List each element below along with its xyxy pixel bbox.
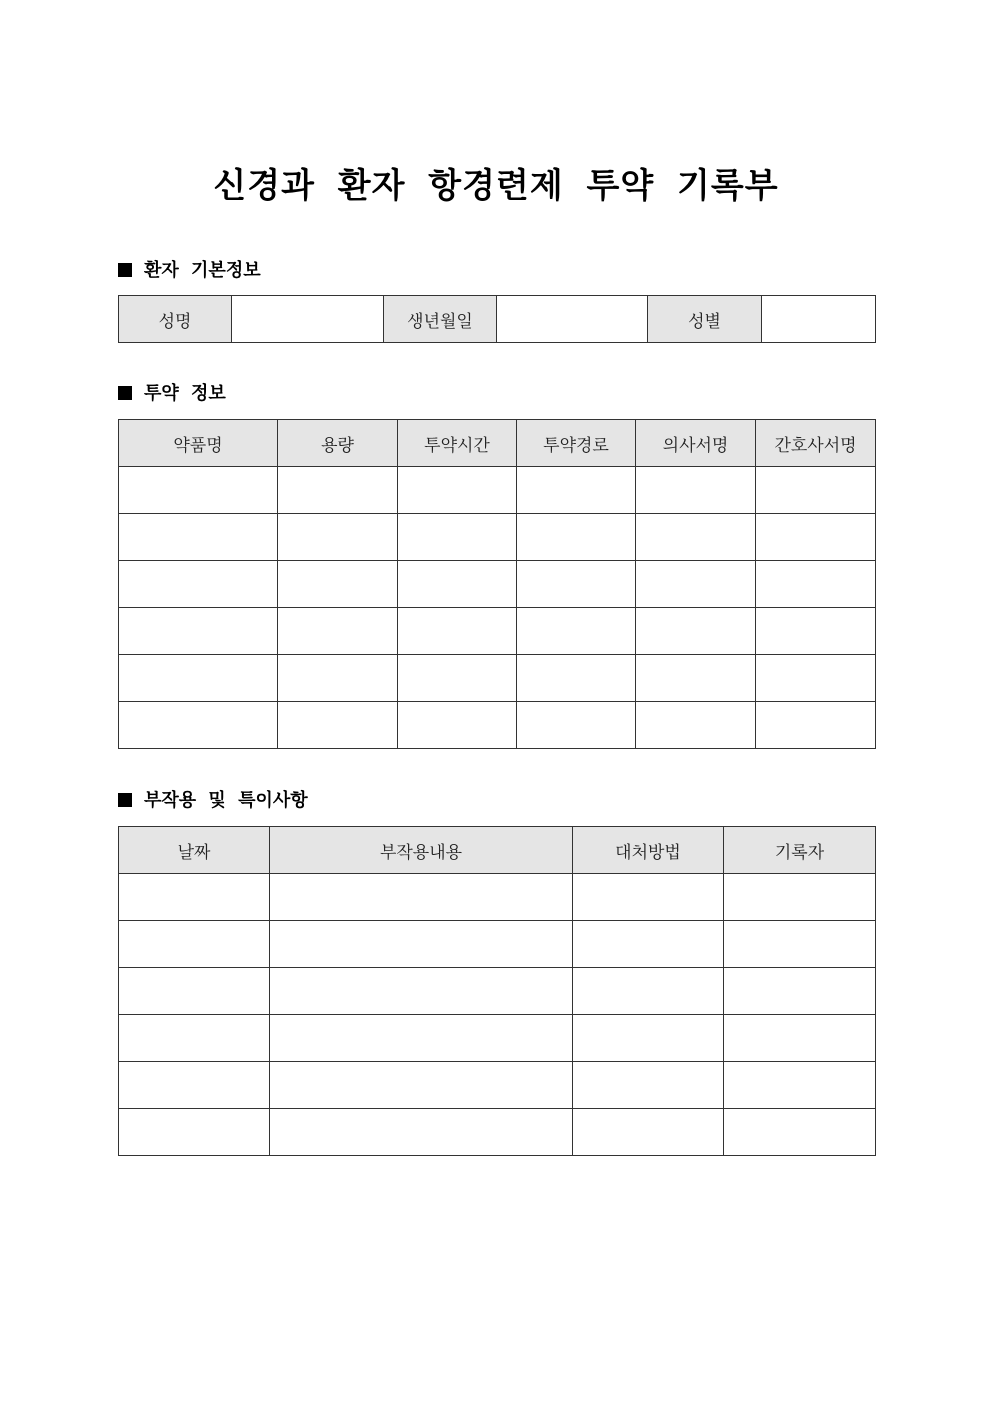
section-heading-patient-info bbox=[118, 258, 261, 284]
table-row bbox=[119, 608, 876, 655]
column-header-drug-name: 약품명 bbox=[119, 420, 278, 467]
column-header-response-method: 대처방법 bbox=[573, 827, 724, 874]
square-bullet-icon bbox=[118, 263, 132, 277]
date-cell[interactable] bbox=[119, 874, 270, 921]
table-row bbox=[119, 561, 876, 608]
doctor-signature-cell[interactable] bbox=[636, 561, 756, 608]
route-cell[interactable] bbox=[517, 608, 636, 655]
section-heading-text: 부작용 및 특이사항 bbox=[144, 790, 308, 811]
dose-cell[interactable] bbox=[278, 702, 398, 749]
gender-label: 성별 bbox=[648, 296, 762, 343]
table-row bbox=[119, 1109, 876, 1156]
column-header-side-effect-details: 부작용내용 bbox=[270, 827, 573, 874]
doctor-signature-cell[interactable] bbox=[636, 608, 756, 655]
section-heading-side-effects bbox=[118, 788, 308, 814]
response-method-cell[interactable] bbox=[573, 1109, 724, 1156]
column-header-doctor-signature: 의사서명 bbox=[636, 420, 756, 467]
route-cell[interactable] bbox=[517, 655, 636, 702]
response-method-cell[interactable] bbox=[573, 968, 724, 1015]
doctor-signature-cell[interactable] bbox=[636, 514, 756, 561]
column-header-recorder: 기록자 bbox=[724, 827, 876, 874]
side-effect-details-cell[interactable] bbox=[270, 1015, 573, 1062]
column-header-dose: 용량 bbox=[278, 420, 398, 467]
recorder-cell[interactable] bbox=[724, 968, 876, 1015]
side-effect-details-cell[interactable] bbox=[270, 1062, 573, 1109]
nurse-signature-cell[interactable] bbox=[756, 655, 876, 702]
route-cell[interactable] bbox=[517, 702, 636, 749]
response-method-cell[interactable] bbox=[573, 874, 724, 921]
table-row bbox=[119, 874, 876, 921]
route-cell[interactable] bbox=[517, 467, 636, 514]
dose-cell[interactable] bbox=[278, 608, 398, 655]
recorder-cell[interactable] bbox=[724, 1109, 876, 1156]
column-header-date: 날짜 bbox=[119, 827, 270, 874]
drug-name-cell[interactable] bbox=[119, 561, 278, 608]
time-cell[interactable] bbox=[398, 655, 517, 702]
birthdate-field[interactable] bbox=[497, 296, 648, 343]
drug-name-cell[interactable] bbox=[119, 608, 278, 655]
route-cell[interactable] bbox=[517, 561, 636, 608]
recorder-cell[interactable] bbox=[724, 874, 876, 921]
nurse-signature-cell[interactable] bbox=[756, 467, 876, 514]
nurse-signature-cell[interactable] bbox=[756, 702, 876, 749]
table-header-row bbox=[119, 420, 876, 467]
dose-cell[interactable] bbox=[278, 655, 398, 702]
date-cell[interactable] bbox=[119, 968, 270, 1015]
dose-cell[interactable] bbox=[278, 467, 398, 514]
table-row bbox=[119, 702, 876, 749]
date-cell[interactable] bbox=[119, 1015, 270, 1062]
response-method-cell[interactable] bbox=[573, 1062, 724, 1109]
page-title: 신경과 환자 항경련제 투약 기록부 bbox=[213, 166, 779, 206]
time-cell[interactable] bbox=[398, 608, 517, 655]
doctor-signature-cell[interactable] bbox=[636, 702, 756, 749]
table-row bbox=[119, 968, 876, 1015]
gender-field[interactable] bbox=[762, 296, 876, 343]
drug-name-cell[interactable] bbox=[119, 467, 278, 514]
table-row bbox=[119, 1062, 876, 1109]
nurse-signature-cell[interactable] bbox=[756, 561, 876, 608]
date-cell[interactable] bbox=[119, 1109, 270, 1156]
table-row bbox=[119, 1015, 876, 1062]
recorder-cell[interactable] bbox=[724, 1015, 876, 1062]
drug-name-cell[interactable] bbox=[119, 702, 278, 749]
side-effect-details-cell[interactable] bbox=[270, 1109, 573, 1156]
time-cell[interactable] bbox=[398, 702, 517, 749]
square-bullet-icon bbox=[118, 386, 132, 400]
column-header-route: 투약경로 bbox=[517, 420, 636, 467]
dose-cell[interactable] bbox=[278, 514, 398, 561]
time-cell[interactable] bbox=[398, 467, 517, 514]
table-row bbox=[119, 514, 876, 561]
date-cell[interactable] bbox=[119, 1062, 270, 1109]
time-cell[interactable] bbox=[398, 561, 517, 608]
side-effect-details-cell[interactable] bbox=[270, 874, 573, 921]
side-effect-details-cell[interactable] bbox=[270, 921, 573, 968]
drug-name-cell[interactable] bbox=[119, 514, 278, 561]
column-header-nurse-signature: 간호사서명 bbox=[756, 420, 876, 467]
section-heading-medication-info bbox=[118, 381, 226, 407]
medication-table bbox=[118, 419, 876, 749]
nurse-signature-cell[interactable] bbox=[756, 514, 876, 561]
name-field[interactable] bbox=[232, 296, 384, 343]
recorder-cell[interactable] bbox=[724, 1062, 876, 1109]
table-row bbox=[119, 467, 876, 514]
name-label: 성명 bbox=[119, 296, 232, 343]
side-effects-table bbox=[118, 826, 876, 1156]
date-cell[interactable] bbox=[119, 921, 270, 968]
table-row bbox=[119, 921, 876, 968]
doctor-signature-cell[interactable] bbox=[636, 655, 756, 702]
doctor-signature-cell[interactable] bbox=[636, 467, 756, 514]
square-bullet-icon bbox=[118, 793, 132, 807]
route-cell[interactable] bbox=[517, 514, 636, 561]
column-header-time: 투약시간 bbox=[398, 420, 517, 467]
patient-info-row bbox=[119, 296, 876, 343]
time-cell[interactable] bbox=[398, 514, 517, 561]
table-header-row bbox=[119, 827, 876, 874]
drug-name-cell[interactable] bbox=[119, 655, 278, 702]
patient-info-table bbox=[118, 295, 876, 343]
nurse-signature-cell[interactable] bbox=[756, 608, 876, 655]
birthdate-label: 생년월일 bbox=[384, 296, 497, 343]
section-heading-text: 환자 기본정보 bbox=[144, 260, 261, 281]
dose-cell[interactable] bbox=[278, 561, 398, 608]
recorder-cell[interactable] bbox=[724, 921, 876, 968]
section-heading-text: 투약 정보 bbox=[144, 383, 226, 404]
response-method-cell[interactable] bbox=[573, 1015, 724, 1062]
side-effect-details-cell[interactable] bbox=[270, 968, 573, 1015]
table-row bbox=[119, 655, 876, 702]
response-method-cell[interactable] bbox=[573, 921, 724, 968]
